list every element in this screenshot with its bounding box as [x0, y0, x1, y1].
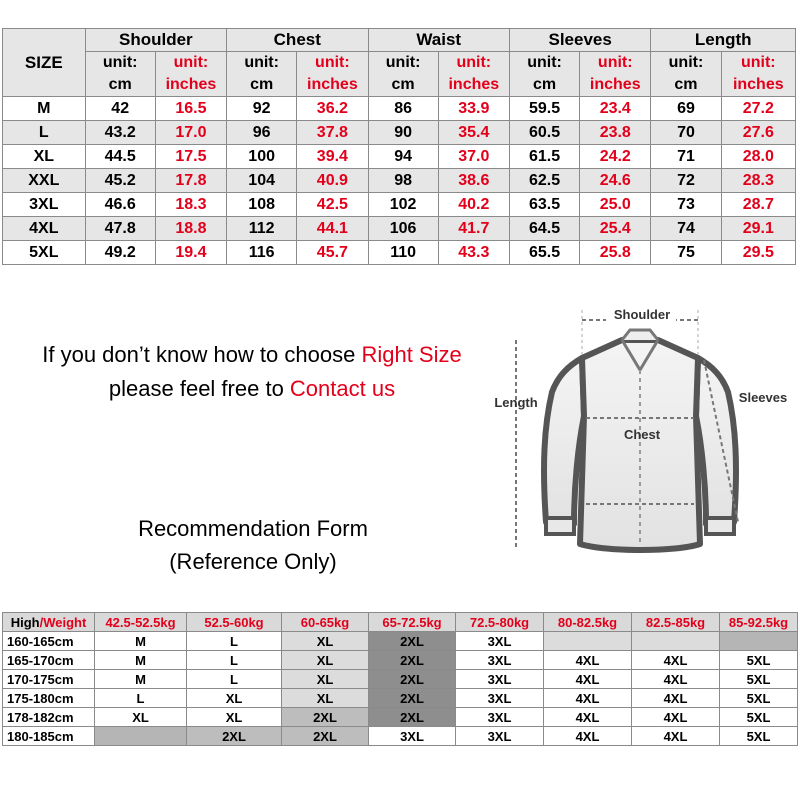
value-cm: 59.5	[509, 97, 579, 121]
value-inches: 17.8	[155, 169, 226, 193]
chest-label: Chest	[623, 427, 661, 442]
recommended-size-cell: 3XL	[456, 689, 544, 708]
value-inches: 33.9	[438, 97, 509, 121]
value-cm: 71	[651, 145, 721, 169]
recommended-size-cell: 3XL	[456, 632, 544, 651]
recommended-size-cell	[720, 632, 798, 651]
recommended-size-cell: XL	[282, 670, 369, 689]
recommendation-row	[3, 632, 798, 651]
recommendation-row	[3, 708, 798, 727]
value-cm: 94	[368, 145, 438, 169]
recommended-size-cell: XL	[95, 708, 187, 727]
height-range-cell: 160-165cm	[3, 632, 95, 651]
value-inches: 39.4	[297, 145, 368, 169]
recommended-size-cell	[544, 632, 632, 651]
recommended-size-cell: 2XL	[282, 708, 369, 727]
recommended-size-cell: 4XL	[544, 651, 632, 670]
recommended-size-cell: 4XL	[632, 708, 720, 727]
value-inches: 45.7	[297, 241, 368, 265]
recommended-size-cell: 3XL	[456, 670, 544, 689]
unit-inches-header: unit: inches	[155, 52, 226, 97]
recommended-size-cell: 5XL	[720, 708, 798, 727]
right-cuff	[706, 518, 734, 534]
value-inches: 25.4	[580, 217, 651, 241]
value-inches: 40.9	[297, 169, 368, 193]
recommended-size-cell	[632, 632, 720, 651]
value-cm: 47.8	[85, 217, 155, 241]
recommended-size-cell: XL	[282, 689, 369, 708]
size-row	[3, 121, 796, 145]
recommended-size-cell: M	[95, 670, 187, 689]
recommended-size-cell: 4XL	[632, 651, 720, 670]
value-inches: 25.8	[580, 241, 651, 265]
value-cm: 45.2	[85, 169, 155, 193]
help-text: please feel free to	[108, 376, 290, 401]
recommended-size-cell: 2XL	[187, 727, 282, 746]
weight-range-header: 82.5-85kg	[632, 613, 720, 632]
recommended-size-cell: 2XL	[369, 651, 456, 670]
value-cm: 90	[368, 121, 438, 145]
recommended-size-cell: L	[187, 670, 282, 689]
value-inches: 28.7	[721, 193, 795, 217]
recommended-size-cell: XL	[187, 708, 282, 727]
unit-cm-header: unit: cm	[651, 52, 721, 97]
value-inches: 43.3	[438, 241, 509, 265]
help-text: If you don’t know how to choose	[42, 342, 362, 367]
value-inches: 37.8	[297, 121, 368, 145]
size-cell: 4XL	[3, 217, 86, 241]
help-line-1	[10, 338, 494, 372]
value-inches: 27.6	[721, 121, 795, 145]
height-range-cell: 180-185cm	[3, 727, 95, 746]
value-inches: 36.2	[297, 97, 368, 121]
value-inches: 18.3	[155, 193, 226, 217]
value-inches: 38.6	[438, 169, 509, 193]
size-cell: 5XL	[3, 241, 86, 265]
recommended-size-cell: XL	[282, 632, 369, 651]
value-inches: 23.4	[580, 97, 651, 121]
recommended-size-cell: 5XL	[720, 670, 798, 689]
recommended-size-cell: 4XL	[632, 689, 720, 708]
recommended-size-cell: 4XL	[544, 708, 632, 727]
size-cell: XXL	[3, 169, 86, 193]
value-cm: 75	[651, 241, 721, 265]
recommended-size-cell: 5XL	[720, 651, 798, 670]
value-inches: 28.0	[721, 145, 795, 169]
shoulder-header: Shoulder	[85, 29, 226, 52]
value-inches: 19.4	[155, 241, 226, 265]
height-range-cell: 178-182cm	[3, 708, 95, 727]
recommendation-row	[3, 727, 798, 746]
recommended-size-cell: 3XL	[456, 708, 544, 727]
unit-inches-header: unit: inches	[438, 52, 509, 97]
shirt-measurement-diagram	[486, 296, 800, 578]
recommended-size-cell: XL	[282, 651, 369, 670]
recommended-size-cell: 3XL	[456, 727, 544, 746]
unit-inches-header: unit: inches	[580, 52, 651, 97]
contact-us-link[interactable]: Contact us	[289, 376, 396, 401]
size-cell: 3XL	[3, 193, 86, 217]
recommended-size-cell: L	[95, 689, 187, 708]
size-cell: M	[3, 97, 86, 121]
length-label: Length	[494, 395, 538, 410]
recommended-size-cell: 2XL	[369, 670, 456, 689]
value-inches: 37.0	[438, 145, 509, 169]
recommended-size-cell: 5XL	[720, 689, 798, 708]
size-row	[3, 169, 796, 193]
value-inches: 44.1	[297, 217, 368, 241]
size-cell: XL	[3, 145, 86, 169]
sleeves-header: Sleeves	[509, 29, 650, 52]
value-inches: 17.0	[155, 121, 226, 145]
unit-cm-header: unit: cm	[227, 52, 297, 97]
unit-cm-header: unit: cm	[509, 52, 579, 97]
value-inches: 42.5	[297, 193, 368, 217]
size-row	[3, 97, 796, 121]
size-row	[3, 193, 796, 217]
value-cm: 102	[368, 193, 438, 217]
value-inches: 40.2	[438, 193, 509, 217]
value-cm: 60.5	[509, 121, 579, 145]
value-cm: 74	[651, 217, 721, 241]
recommendation-title: Recommendation Form	[138, 516, 368, 541]
value-inches: 35.4	[438, 121, 509, 145]
left-cuff	[546, 518, 574, 534]
value-inches: 16.5	[155, 97, 226, 121]
recommendation-row	[3, 670, 798, 689]
recommended-size-cell: 3XL	[456, 651, 544, 670]
value-cm: 69	[651, 97, 721, 121]
recommendation-row	[3, 689, 798, 708]
size-row	[3, 145, 796, 169]
weight-range-header: 60-65kg	[282, 613, 369, 632]
value-cm: 70	[651, 121, 721, 145]
height-range-cell: 175-180cm	[3, 689, 95, 708]
value-inches: 24.6	[580, 169, 651, 193]
unit-cm-header: unit: cm	[368, 52, 438, 97]
weight-range-header: 42.5-52.5kg	[95, 613, 187, 632]
value-cm: 61.5	[509, 145, 579, 169]
value-cm: 96	[227, 121, 297, 145]
height-weight-header: High/Weight	[3, 613, 95, 632]
weight-range-header: 52.5-60kg	[187, 613, 282, 632]
recommended-size-cell: 2XL	[369, 632, 456, 651]
value-cm: 112	[227, 217, 297, 241]
recommended-size-cell: M	[95, 651, 187, 670]
value-cm: 73	[651, 193, 721, 217]
value-cm: 64.5	[509, 217, 579, 241]
value-cm: 110	[368, 241, 438, 265]
height-range-cell: 170-175cm	[3, 670, 95, 689]
size-row	[3, 217, 796, 241]
recommended-size-cell: 4XL	[632, 727, 720, 746]
weight-range-header: 72.5-80kg	[456, 613, 544, 632]
recommendation-table	[2, 612, 798, 746]
weight-range-header: 85-92.5kg	[720, 613, 798, 632]
weight-range-header: 65-72.5kg	[369, 613, 456, 632]
recommended-size-cell: 4XL	[544, 670, 632, 689]
sleeves-label: Sleeves	[738, 390, 788, 405]
chest-header: Chest	[227, 29, 368, 52]
recommended-size-cell: 4XL	[544, 689, 632, 708]
recommended-size-cell: L	[187, 632, 282, 651]
unit-inches-header: unit: inches	[721, 52, 795, 97]
size-cell: L	[3, 121, 86, 145]
value-inches: 17.5	[155, 145, 226, 169]
value-inches: 29.5	[721, 241, 795, 265]
value-cm: 100	[227, 145, 297, 169]
recommended-size-cell: 2XL	[369, 689, 456, 708]
value-cm: 106	[368, 217, 438, 241]
length-header: Length	[651, 29, 796, 52]
value-cm: 116	[227, 241, 297, 265]
value-inches: 29.1	[721, 217, 795, 241]
recommended-size-cell: 4XL	[544, 727, 632, 746]
size-row	[3, 241, 796, 265]
recommendation-row	[3, 651, 798, 670]
unit-cm-header: unit: cm	[85, 52, 155, 97]
recommended-size-cell: L	[187, 651, 282, 670]
recommended-size-cell: 4XL	[632, 670, 720, 689]
value-inches: 24.2	[580, 145, 651, 169]
value-inches: 25.0	[580, 193, 651, 217]
value-cm: 86	[368, 97, 438, 121]
value-cm: 108	[227, 193, 297, 217]
value-cm: 49.2	[85, 241, 155, 265]
waist-header: Waist	[368, 29, 509, 52]
value-cm: 92	[227, 97, 297, 121]
recommended-size-cell: M	[95, 632, 187, 651]
unit-inches-header: unit: inches	[297, 52, 368, 97]
value-inches: 18.8	[155, 217, 226, 241]
value-cm: 98	[368, 169, 438, 193]
recommended-size-cell: XL	[187, 689, 282, 708]
shoulder-label: Shoulder	[613, 307, 671, 322]
right-size-text: Right Size	[361, 342, 462, 367]
size-chart-table	[2, 28, 796, 265]
value-cm: 46.6	[85, 193, 155, 217]
recommended-size-cell	[95, 727, 187, 746]
value-cm: 72	[651, 169, 721, 193]
value-inches: 28.3	[721, 169, 795, 193]
value-cm: 63.5	[509, 193, 579, 217]
help-line-2	[10, 372, 494, 406]
value-cm: 65.5	[509, 241, 579, 265]
recommended-size-cell: 5XL	[720, 727, 798, 746]
value-inches: 41.7	[438, 217, 509, 241]
recommended-size-cell: 2XL	[369, 708, 456, 727]
height-range-cell: 165-170cm	[3, 651, 95, 670]
value-cm: 62.5	[509, 169, 579, 193]
size-header: SIZE	[3, 29, 86, 97]
value-cm: 104	[227, 169, 297, 193]
value-cm: 42	[85, 97, 155, 121]
recommended-size-cell: 3XL	[369, 727, 456, 746]
value-cm: 43.2	[85, 121, 155, 145]
value-inches: 27.2	[721, 97, 795, 121]
recommendation-subtitle: (Reference Only)	[169, 549, 337, 574]
value-cm: 44.5	[85, 145, 155, 169]
weight-range-header: 80-82.5kg	[544, 613, 632, 632]
recommended-size-cell: 2XL	[282, 727, 369, 746]
value-inches: 23.8	[580, 121, 651, 145]
